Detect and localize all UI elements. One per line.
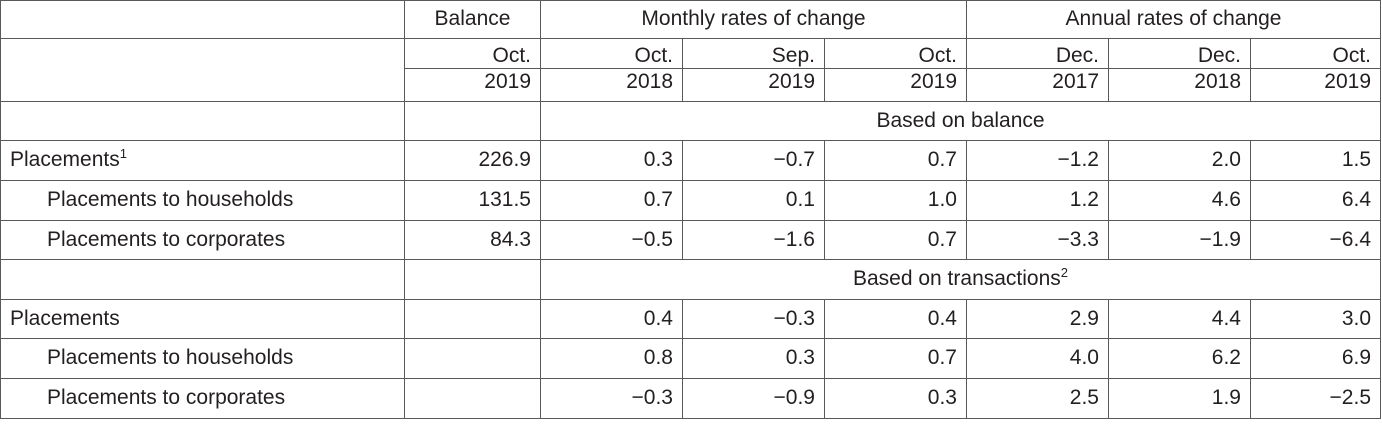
header-year-label: 2019	[1324, 70, 1372, 94]
table-header	[1, 1, 1381, 102]
row-value-cell	[541, 141, 683, 181]
row-value-cell	[967, 299, 1109, 339]
section-title-cell-transactions	[541, 260, 1381, 300]
row-value-cell	[1251, 181, 1381, 221]
header-row-groups	[1, 1, 1381, 39]
header-month-label: Oct.	[492, 43, 531, 67]
row-value-cell	[1251, 220, 1381, 260]
table-row	[1, 379, 1381, 419]
header-year-monthly-2	[683, 69, 825, 102]
header-year-monthly-1	[541, 69, 683, 102]
row-value-cell	[825, 181, 967, 221]
row-label: Placements to households	[47, 188, 294, 212]
header-month-annual-3	[1251, 38, 1381, 69]
cell-value: −2.5	[1329, 386, 1372, 410]
cell-value: 0.7	[927, 346, 957, 370]
cell-value: 131.5	[478, 188, 531, 212]
table-row	[1, 220, 1381, 260]
cell-value: 4.0	[1069, 346, 1099, 370]
header-year-label: 2019	[910, 70, 957, 94]
row-value-cell	[405, 141, 541, 181]
row-value-cell	[825, 299, 967, 339]
row-label-cell	[1, 379, 405, 419]
cell-value: −1.6	[773, 227, 815, 251]
row-label: Placements to corporates	[47, 227, 286, 251]
header-year-label: 2017	[1052, 70, 1099, 94]
cell-value: 1.9	[1211, 386, 1241, 410]
cell-value: 0.7	[643, 188, 673, 212]
cell-value: −1.2	[1057, 148, 1099, 172]
row-label-cell	[1, 141, 405, 181]
row-value-cell	[1251, 339, 1381, 379]
row-value-cell	[683, 339, 825, 379]
row-value-cell	[967, 339, 1109, 379]
row-value-cell	[405, 181, 541, 221]
section-title-text: Based on transactions	[852, 267, 1061, 291]
cell-value: 2.9	[1069, 306, 1099, 330]
row-value-cell	[825, 339, 967, 379]
header-year-label: 2019	[768, 70, 815, 94]
table-row	[1, 299, 1381, 339]
header-month-label: Dec.	[1055, 43, 1099, 67]
cell-value: −0.3	[631, 386, 673, 410]
header-row-months	[1, 38, 1381, 69]
row-footnote-marker: 1	[119, 146, 127, 162]
row-value-cell	[1109, 379, 1251, 419]
cell-value: 0.3	[927, 386, 957, 410]
header-month-label: Oct.	[634, 43, 673, 67]
header-year-label: 2018	[1194, 70, 1241, 94]
row-value-cell	[1109, 220, 1251, 260]
section-title-text: Based on balance	[876, 108, 1045, 132]
cell-value: 4.4	[1211, 306, 1241, 330]
section-title-cell-balance	[541, 101, 1381, 141]
header-month-annual-1	[967, 38, 1109, 69]
cell-value: 2.5	[1069, 386, 1099, 410]
cell-value: 226.9	[478, 148, 531, 172]
header-year-annual-2	[1109, 69, 1251, 102]
cell-value	[405, 379, 540, 418]
cell-value: 0.8	[643, 346, 673, 370]
cell-value: −6.4	[1329, 227, 1372, 251]
row-value-cell	[683, 379, 825, 419]
row-value-cell	[1109, 299, 1251, 339]
row-value-cell	[405, 299, 541, 339]
row-value-cell	[1251, 379, 1381, 419]
header-annual-group-label: Annual rates of change	[1065, 7, 1282, 30]
cell-value: 0.1	[785, 188, 815, 212]
cell-value: 0.3	[785, 346, 815, 370]
section-label-spacer	[1, 101, 405, 141]
row-value-cell	[541, 379, 683, 419]
cell-value: 0.7	[927, 227, 957, 251]
row-value-cell	[825, 379, 967, 419]
header-year-annual-3	[1251, 69, 1381, 102]
row-value-cell	[967, 220, 1109, 260]
header-monthly-group-label: Monthly rates of change	[641, 7, 866, 30]
row-value-cell	[541, 220, 683, 260]
cell-value: −0.9	[773, 386, 815, 410]
table-row	[1, 141, 1381, 181]
cell-value: 1.0	[927, 188, 957, 212]
row-value-cell	[1251, 299, 1381, 339]
header-month-balance	[405, 38, 541, 69]
cell-value	[405, 300, 540, 339]
header-balance-label: Balance	[434, 7, 511, 30]
header-balance-cell	[405, 1, 541, 39]
header-month-label: Oct.	[918, 43, 957, 67]
header-corner-label	[1, 14, 404, 25]
header-year-balance	[405, 69, 541, 102]
table-body	[1, 101, 1381, 418]
row-value-cell	[967, 181, 1109, 221]
row-value-cell	[683, 141, 825, 181]
row-value-cell	[541, 339, 683, 379]
row-value-cell	[683, 299, 825, 339]
cell-value: 3.0	[1341, 306, 1372, 330]
header-monthly-group-cell	[541, 1, 967, 39]
row-value-cell	[825, 141, 967, 181]
cell-value: 1.5	[1341, 148, 1372, 172]
cell-value: 2.0	[1211, 148, 1241, 172]
cell-value: 6.2	[1211, 346, 1241, 370]
row-value-cell	[541, 299, 683, 339]
row-label-cell	[1, 181, 405, 221]
header-annual-group-cell	[967, 1, 1381, 39]
section-header-row	[1, 260, 1381, 300]
row-value-cell	[405, 339, 541, 379]
cell-value: 4.6	[1211, 188, 1241, 212]
header-month-label: Dec.	[1197, 43, 1241, 67]
row-value-cell	[683, 181, 825, 221]
header-empty-label-cell	[1, 38, 405, 101]
section-footnote-marker: 2	[1060, 265, 1069, 281]
header-corner-cell	[1, 1, 405, 39]
table-row	[1, 181, 1381, 221]
row-label: Placements	[10, 148, 120, 172]
cell-value: 0.4	[643, 306, 673, 330]
header-month-label: Oct.	[1332, 43, 1372, 67]
row-label: Placements to households	[47, 346, 294, 370]
section-balance-spacer	[405, 101, 541, 141]
row-label-cell	[1, 299, 405, 339]
row-value-cell	[1251, 141, 1381, 181]
cell-value: 6.4	[1341, 188, 1372, 212]
header-year-label: 2019	[484, 70, 531, 94]
cell-value: −3.3	[1057, 227, 1099, 251]
header-year-monthly-3	[825, 69, 967, 102]
row-value-cell	[967, 141, 1109, 181]
header-month-label: Sep.	[771, 43, 815, 67]
section-label-spacer	[1, 260, 405, 300]
row-label: Placements	[10, 306, 120, 330]
row-value-cell	[1109, 339, 1251, 379]
row-label-cell	[1, 339, 405, 379]
cell-value: −0.3	[773, 306, 815, 330]
row-value-cell	[405, 379, 541, 419]
cell-value: 6.9	[1341, 346, 1372, 370]
row-value-cell	[825, 220, 967, 260]
header-month-monthly-1	[541, 38, 683, 69]
row-value-cell	[1109, 141, 1251, 181]
header-year-label: 2018	[626, 70, 673, 94]
cell-value: −1.9	[1199, 227, 1241, 251]
row-value-cell	[683, 220, 825, 260]
cell-value: 0.4	[927, 306, 957, 330]
cell-value: −0.5	[631, 227, 673, 251]
row-value-cell	[1109, 181, 1251, 221]
header-month-monthly-3	[825, 38, 967, 69]
row-value-cell	[405, 220, 541, 260]
row-value-cell	[967, 379, 1109, 419]
header-year-annual-1	[967, 69, 1109, 102]
table-row	[1, 339, 1381, 379]
row-label-cell	[1, 220, 405, 260]
section-header-row	[1, 101, 1381, 141]
header-month-annual-2	[1109, 38, 1251, 69]
cell-value: 84.3	[490, 227, 531, 251]
section-balance-spacer	[405, 260, 541, 300]
row-value-cell	[541, 181, 683, 221]
cell-value: 0.7	[927, 148, 957, 172]
cell-value: 0.3	[643, 148, 673, 172]
cell-value	[405, 339, 540, 378]
cell-value: −0.7	[773, 148, 815, 172]
header-month-monthly-2	[683, 38, 825, 69]
cell-value: 1.2	[1069, 188, 1099, 212]
row-label: Placements to corporates	[47, 386, 286, 410]
